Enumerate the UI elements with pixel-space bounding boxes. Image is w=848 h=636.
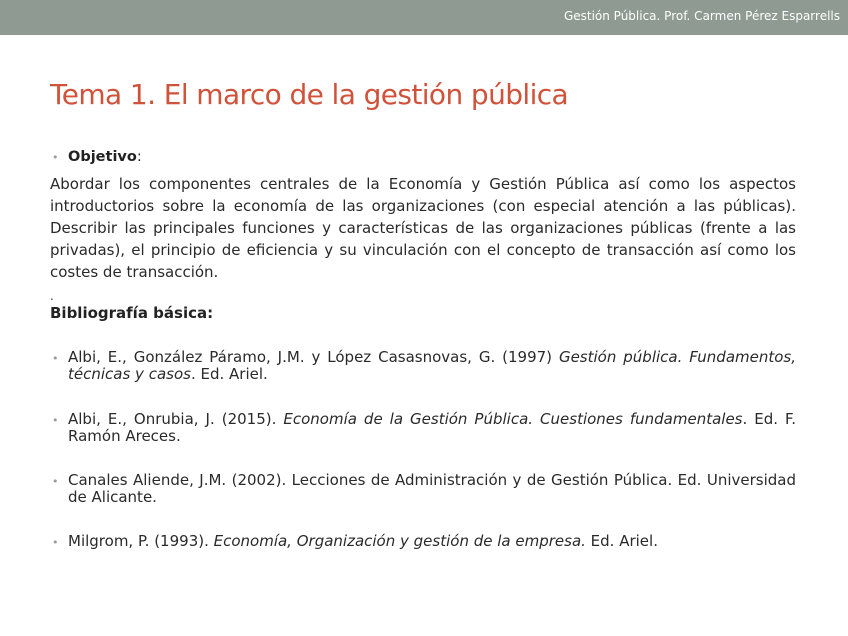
bullet-icon: •	[52, 536, 59, 549]
bullet-icon: •	[52, 151, 59, 164]
reference-text: Albi, E., González Páramo, J.M. y López Casasnovas, G. (1997)	[68, 348, 559, 366]
slide-title: Tema 1. El marco de la gestión pública	[50, 78, 569, 111]
reference-title: Economía, Organización y gestión de la empresa.	[213, 532, 586, 550]
reference-item	[50, 349, 796, 383]
reference-text: Milgrom, P. (1993).	[68, 532, 214, 550]
slide-content	[50, 148, 796, 550]
reference-title: Economía de la Gestión Pública. Cuestiones fundamentales	[283, 410, 743, 428]
bullet-icon: •	[52, 414, 59, 427]
reference-item	[50, 472, 796, 506]
bullet-icon: •	[52, 352, 59, 365]
objective-paragraph: Abordar los componentes centrales de la Economía y Gestión Pública así como los aspectos introductorios sobre la economía de las organizaciones (con especial atención a las públicas). Describir las principales funciones y características de las organizaciones públicas (frente a las privadas), el principio de eficiencia y su vinculación con el concepto de transacción así como los costes de transacción.	[50, 175, 796, 281]
objective-bullet	[50, 148, 796, 167]
header-text: Gestión Pública. Prof. Carmen Pérez Esparrells	[563, 9, 840, 23]
header-bar	[0, 0, 848, 35]
reference-text: Canales Aliende, J.M. (2002). Lecciones de Administración y de Gestión Pública. Ed. Universidad de Alicante.	[68, 471, 796, 506]
objective-colon: :	[136, 149, 142, 165]
reference-text: Albi, E., Onrubia, J. (2015).	[68, 410, 284, 428]
objective-label: Objetivo	[68, 149, 137, 165]
reference-item	[50, 533, 796, 550]
reference-title: Gestión pública. Fundamentos, técnicas y casos	[68, 348, 797, 383]
reference-publisher: . Ed. Ariel.	[190, 365, 268, 383]
bibliography-heading: Bibliografía básica:	[50, 304, 214, 322]
reference-item	[50, 411, 796, 445]
separator-dot: .	[50, 289, 54, 303]
reference-publisher: Ed. Ariel.	[585, 532, 658, 550]
reference-publisher: . Ed. F. Ramón Areces.	[68, 410, 797, 445]
bullet-icon: •	[52, 475, 59, 488]
